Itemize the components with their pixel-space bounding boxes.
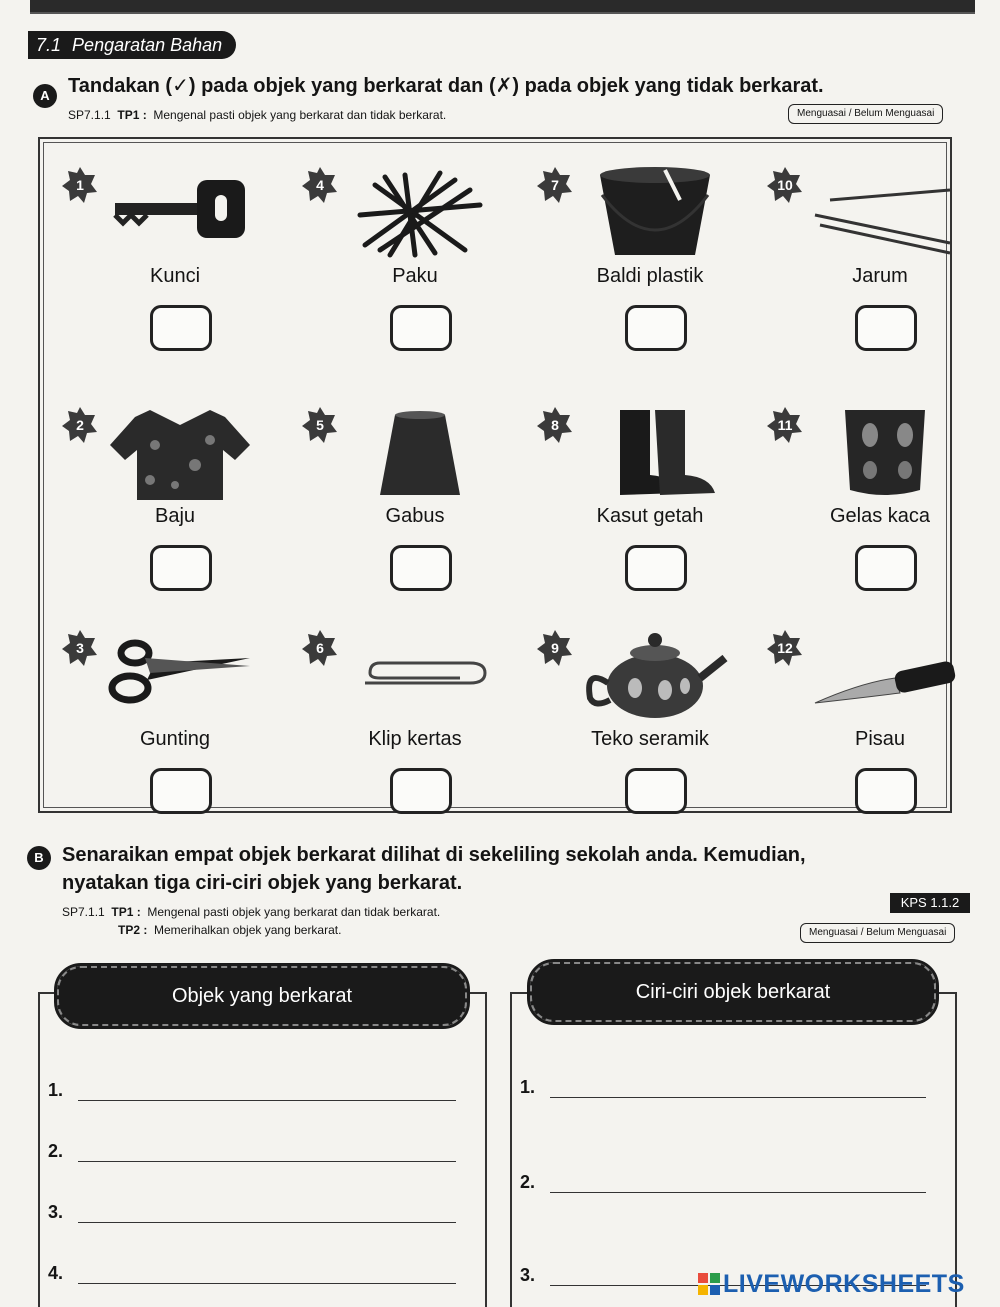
answer-checkbox[interactable] <box>625 545 687 591</box>
write-line[interactable] <box>78 1222 456 1223</box>
answer-checkbox[interactable] <box>150 768 212 814</box>
key-icon <box>105 165 255 260</box>
teapot-icon <box>580 628 730 723</box>
object-item <box>765 165 965 380</box>
write-line[interactable] <box>550 1192 926 1193</box>
item-number: 8 <box>551 417 559 433</box>
line-number: 4. <box>48 1263 64 1283</box>
left-panel-title: Objek yang berkarat <box>57 966 467 1026</box>
item-label: Klip kertas <box>368 728 462 750</box>
write-line[interactable] <box>550 1097 926 1098</box>
bucket-icon <box>580 165 730 260</box>
item-label: Jarum <box>852 265 908 287</box>
object-item <box>535 628 735 843</box>
item-label: Gabus <box>385 505 445 527</box>
tp-label: TP1 : <box>117 108 147 122</box>
object-item <box>60 165 260 380</box>
answer-line-left[interactable] <box>48 1075 456 1105</box>
answer-checkbox[interactable] <box>855 545 917 591</box>
tp1-label: TP1 : <box>111 905 141 919</box>
object-item <box>300 628 500 843</box>
part-a-standard <box>68 107 768 123</box>
cork-icon <box>345 405 495 500</box>
answer-line-right[interactable] <box>520 1072 926 1102</box>
answer-checkbox[interactable] <box>150 305 212 351</box>
section-title: Pengaratan Bahan <box>72 35 223 55</box>
write-line[interactable] <box>78 1161 456 1162</box>
answer-checkbox[interactable] <box>855 768 917 814</box>
object-item <box>765 628 965 843</box>
nails-icon <box>345 165 495 260</box>
answer-line-right[interactable] <box>520 1167 926 1197</box>
write-line[interactable] <box>78 1100 456 1101</box>
page-top-edge <box>30 0 975 14</box>
item-number: 3 <box>76 640 84 656</box>
item-number: 7 <box>551 177 559 193</box>
watermark <box>698 1270 965 1299</box>
tp-text: Mengenal pasti objek yang berkarat dan tidak berkarat. <box>153 108 447 122</box>
scissors-icon <box>105 628 255 723</box>
tp2-text: Memerihalkan objek yang berkarat. <box>154 923 342 937</box>
item-number-badge <box>765 628 805 668</box>
item-number: 6 <box>316 640 324 656</box>
item-number-badge <box>535 405 575 445</box>
standard-code: SP7.1.1 <box>68 108 111 122</box>
part-b-instruction-2: nyatakan tiga ciri-ciri objek yang berkarat. <box>62 872 463 894</box>
section-number: 7.1 <box>36 35 62 55</box>
item-label: Gelas kaca <box>829 505 931 527</box>
item-label: Baju <box>154 505 196 527</box>
item-label: Baldi plastik <box>596 265 704 287</box>
answer-line-left[interactable] <box>48 1258 456 1288</box>
tp1-text: Mengenal pasti objek yang berkarat dan tidak berkarat. <box>147 905 441 919</box>
item-number-badge <box>300 405 340 445</box>
part-a-instruction: Tandakan (✓) pada objek yang berkarat dan (✗) pada objek yang tidak berkarat. <box>68 75 824 97</box>
needles-icon <box>810 165 960 260</box>
answer-checkbox[interactable] <box>625 305 687 351</box>
item-label: Gunting <box>139 728 211 750</box>
part-b-mastery-label: Menguasai / Belum Menguasai <box>800 923 955 943</box>
item-number: 4 <box>316 177 324 193</box>
item-number-badge <box>300 628 340 668</box>
part-b-instruction-1: Senaraikan empat objek berkarat dilihat di sekeliling sekolah anda. Kemudian, <box>62 844 806 866</box>
answer-checkbox[interactable] <box>855 305 917 351</box>
standard-code: SP7.1.1 <box>62 905 105 919</box>
glass-icon <box>810 405 960 500</box>
line-number: 2. <box>48 1141 64 1161</box>
answer-line-left[interactable] <box>48 1197 456 1227</box>
boots-icon <box>580 405 730 500</box>
answer-line-left[interactable] <box>48 1136 456 1166</box>
item-number: 5 <box>316 417 324 433</box>
item-number: 10 <box>777 177 793 193</box>
item-number-badge <box>535 628 575 668</box>
paperclip-icon <box>345 628 495 723</box>
line-number: 1. <box>48 1080 64 1100</box>
object-item <box>300 165 500 380</box>
write-line[interactable] <box>78 1283 456 1284</box>
part-a-mastery-label: Menguasai / Belum Menguasai <box>788 104 943 124</box>
object-item <box>765 405 965 620</box>
item-label: Pisau <box>854 728 906 750</box>
item-number-badge <box>60 165 100 205</box>
answer-checkbox[interactable] <box>390 305 452 351</box>
object-item <box>535 165 735 380</box>
object-item <box>300 405 500 620</box>
item-label: Teko seramik <box>591 728 709 750</box>
line-number: 2. <box>520 1172 536 1192</box>
object-item <box>535 405 735 620</box>
part-b-marker: B <box>27 846 51 870</box>
item-number: 12 <box>777 640 793 656</box>
tp2-label: TP2 : <box>118 923 148 937</box>
item-number-badge <box>765 405 805 445</box>
shirt-icon <box>105 405 255 500</box>
item-label: Kasut getah <box>596 505 704 527</box>
line-number: 3. <box>520 1265 536 1285</box>
part-b-standard-1 <box>62 904 762 920</box>
item-number: 1 <box>76 177 84 193</box>
item-number-badge <box>60 405 100 445</box>
liveworksheets-logo-icon <box>698 1273 720 1295</box>
object-item <box>60 628 260 843</box>
item-label: Kunci <box>149 265 201 287</box>
object-item <box>60 405 260 620</box>
kps-badge: KPS 1.1.2 <box>890 893 970 913</box>
watermark-text: LIVEWORKSHEETS <box>723 1270 965 1298</box>
knife-icon <box>810 628 960 723</box>
part-a-marker: A <box>33 84 57 108</box>
answer-checkbox[interactable] <box>390 768 452 814</box>
item-number: 11 <box>777 417 793 433</box>
line-number: 1. <box>520 1077 536 1097</box>
answer-checkbox[interactable] <box>625 768 687 814</box>
item-label: Paku <box>392 265 438 287</box>
item-number-badge <box>300 165 340 205</box>
line-number: 3. <box>48 1202 64 1222</box>
item-number: 2 <box>76 417 84 433</box>
right-panel-title: Ciri-ciri objek berkarat <box>530 962 936 1022</box>
section-header <box>28 31 236 59</box>
part-b-standard-2 <box>118 922 718 938</box>
item-number-badge <box>60 628 100 668</box>
item-number-badge <box>535 165 575 205</box>
answer-checkbox[interactable] <box>150 545 212 591</box>
item-number: 9 <box>551 640 559 656</box>
answer-checkbox[interactable] <box>390 545 452 591</box>
item-number-badge <box>765 165 805 205</box>
